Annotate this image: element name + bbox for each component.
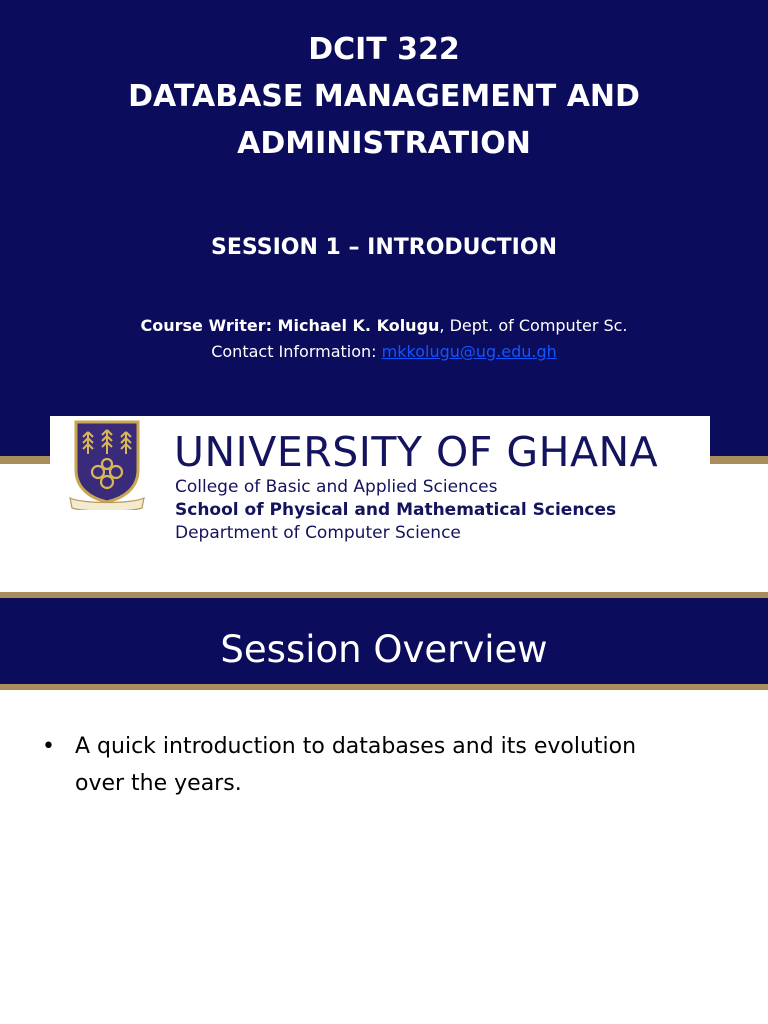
university-crest-icon bbox=[68, 418, 146, 510]
course-title-line2: ADMINISTRATION bbox=[237, 126, 531, 161]
contact-email-link[interactable]: mkkolugu@ug.edu.gh bbox=[381, 342, 557, 361]
university-logo-card bbox=[50, 416, 710, 566]
session-title: SESSION 1 – INTRODUCTION bbox=[211, 235, 557, 260]
course-writer-line bbox=[0, 314, 768, 338]
bullet-text-line1: A quick introduction to databases and its evolution bbox=[75, 734, 637, 759]
contact-label: Contact Information: bbox=[211, 342, 382, 361]
session-overview-title: Session Overview bbox=[220, 628, 548, 671]
course-title-block bbox=[0, 26, 768, 167]
department-name: Department of Computer Science bbox=[175, 523, 461, 543]
course-writer-label: Course Writer: Michael K. Kolugu bbox=[140, 316, 440, 335]
school-name: School of Physical and Mathematical Sciences bbox=[175, 500, 617, 520]
course-code: DCIT 322 bbox=[308, 32, 460, 67]
overview-bullet-list bbox=[40, 728, 720, 802]
college-name: College of Basic and Applied Sciences bbox=[175, 477, 498, 497]
bullet-dot-icon: • bbox=[42, 734, 55, 759]
list-item bbox=[40, 728, 720, 802]
course-writer-dept: , Dept. of Computer Sc. bbox=[439, 316, 628, 335]
contact-line bbox=[0, 340, 768, 364]
university-name: UNIVERSITY OF GHANA bbox=[174, 428, 659, 476]
bullet-text-line2: over the years. bbox=[75, 771, 242, 796]
slide2-gold-bottom-line bbox=[0, 684, 768, 690]
course-title-line1: DATABASE MANAGEMENT AND bbox=[128, 79, 640, 114]
